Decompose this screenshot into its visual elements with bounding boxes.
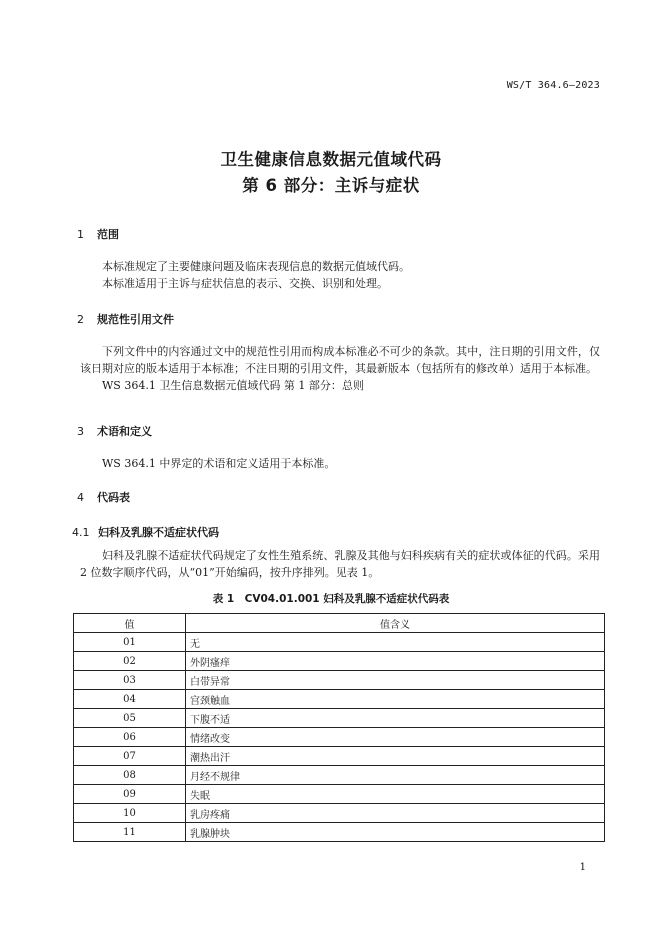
table-row — [74, 785, 605, 804]
meaning-cell: 失眠 — [186, 785, 605, 804]
section-number: 4 — [77, 491, 84, 504]
meaning-cell: 下腹不适 — [186, 709, 605, 728]
symptom-code-table — [73, 613, 605, 842]
section-number: 1 — [77, 228, 84, 241]
section-2-body — [80, 343, 600, 394]
table-row — [74, 766, 605, 785]
section-3-body — [80, 455, 600, 472]
code-cell: 01 — [74, 633, 186, 652]
table-row — [74, 671, 605, 690]
section-title: 妇科及乳腺不适症状代码 — [98, 526, 219, 539]
column-header-value: 值 — [74, 614, 186, 633]
table-header-row — [74, 614, 605, 633]
section-1-heading — [77, 226, 119, 242]
table-row — [74, 728, 605, 747]
meaning-cell: 白带异常 — [186, 671, 605, 690]
table-row — [74, 709, 605, 728]
section-1-body — [80, 258, 600, 292]
table-row — [74, 652, 605, 671]
column-header-meaning: 值含义 — [186, 614, 605, 633]
table-caption: 表 1 CV04.01.001 妇科及乳腺不适症状代码表 — [212, 593, 450, 605]
code-cell: 04 — [74, 690, 186, 709]
table-row — [74, 633, 605, 652]
table-row — [74, 747, 605, 766]
paragraph: WS 364.1 卫生信息数据元值域代码 第 1 部分：总则 — [102, 379, 364, 392]
paragraph: 下列文件中的内容通过文中的规范性引用而构成本标准必不可少的条款。其中，注日期的引用文件，仅该日期对应的版本适用于本标准；不注日期的引用文件，其最新版本（包括所有的修改单）适用于本标准。 — [80, 345, 600, 375]
meaning-cell: 情绪改变 — [186, 728, 605, 747]
paragraph: 本标准规定了主要健康问题及临床表现信息的数据元值域代码。 — [102, 260, 410, 273]
table-row — [74, 690, 605, 709]
paragraph: WS 364.1 中界定的术语和定义适用于本标准。 — [102, 457, 336, 470]
section-number: 2 — [77, 313, 84, 326]
section-title: 范围 — [97, 228, 119, 241]
section-number: 4.1 — [72, 526, 90, 539]
meaning-cell: 乳房疼痛 — [186, 804, 605, 823]
section-number: 3 — [77, 425, 84, 438]
section-title: 规范性引用文件 — [97, 313, 174, 326]
page-number: 1 — [579, 862, 586, 873]
code-cell: 03 — [74, 671, 186, 690]
document-title: 卫生健康信息数据元值域代码 — [220, 150, 442, 169]
code-cell: 05 — [74, 709, 186, 728]
code-cell: 09 — [74, 785, 186, 804]
meaning-cell: 月经不规律 — [186, 766, 605, 785]
section-title: 术语和定义 — [97, 425, 152, 438]
table-row — [74, 804, 605, 823]
code-cell: 02 — [74, 652, 186, 671]
meaning-cell: 无 — [186, 633, 605, 652]
section-3-heading — [77, 423, 152, 439]
section-4-1-heading — [72, 524, 219, 540]
code-cell: 06 — [74, 728, 186, 747]
section-title: 代码表 — [97, 491, 130, 504]
code-cell: 08 — [74, 766, 186, 785]
meaning-cell: 外阴瘙痒 — [186, 652, 605, 671]
section-4-1-body — [80, 547, 600, 581]
code-cell: 11 — [74, 823, 186, 842]
paragraph: 本标准适用于主诉与症状信息的表示、交换、识别和处理。 — [102, 277, 388, 290]
standard-code: WS/T 364.6—2023 — [506, 80, 600, 91]
meaning-cell: 宫颈触血 — [186, 690, 605, 709]
meaning-cell: 潮热出汗 — [186, 747, 605, 766]
document-subtitle: 第 6 部分：主诉与症状 — [242, 176, 420, 195]
code-cell: 10 — [74, 804, 186, 823]
section-4-heading — [77, 489, 130, 505]
code-cell: 07 — [74, 747, 186, 766]
paragraph: 妇科及乳腺不适症状代码规定了女性生殖系统、乳腺及其他与妇科疾病有关的症状或体征的代码。采用 2 位数字顺序代码，从“01”开始编码，按升序排列。见表 1。 — [80, 549, 600, 579]
table-row — [74, 823, 605, 842]
meaning-cell: 乳腺肿块 — [186, 823, 605, 842]
section-2-heading — [77, 311, 174, 327]
